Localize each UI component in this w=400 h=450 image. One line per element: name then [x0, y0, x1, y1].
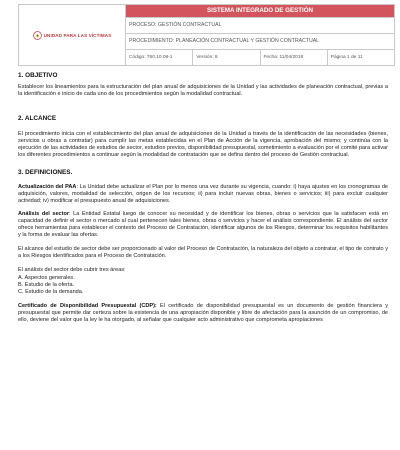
document-body	[18, 70, 388, 324]
areas-intro: El análisis del sector debe cubrir tres áreas:	[18, 267, 126, 274]
definition-paa-term: Actualización del PAA	[18, 183, 77, 190]
section-title-definiciones: 3. DEFINICIONES.	[18, 168, 73, 176]
system-title: SISTEMA INTEGRADO DE GESTIÓN	[126, 5, 395, 18]
alcance-text: El procedimiento inicia con el establecimiento del plan anual de adquisiciones de la Unidad a través de la identificación de las necesidades (bienes, servicios u obras a contratar) para cumplir las metas establecidas en el Plan de Acción de la vigencia, aprobación del mismo; y continúa con la ejecución de las actividades de estudios de sector, estudios previos, disponibilidad presupuestal, sometimiento a evaluación por el comité para activar los diferentes procedimientos a continuar según la modalidad de contratación que se defina dentro del proceso de Gestión contractual.	[18, 131, 388, 159]
definition-sector-text: : La Entidad Estatal luego de conocer su necesidad y de identificar los bienes, obras o servicios que la satisfacen está en capacidad de definir el sector o mercado al cual pertenecen tales bienes, obras o servicios y hacer el análisis correspondiente. El análisis del sector ofrece herramientas para establecer el contexto del Proceso de Contratación, identificar algunos de los Riesgos, determinar los requisitos habilitantes y la forma de evaluar las ofertas.	[18, 210, 388, 239]
objetivo-text: Establecer los lineamientos para la estructuración del plan anual de adquisiciones de la Unidad y las actividades de planeación contractual, previas a la identificación e inicio de cada uno de los procedimientos según la modalidad contractual.	[18, 84, 388, 98]
definition-paa	[18, 184, 388, 205]
area-item-c: C. Estudio de la demanda.	[18, 288, 84, 295]
section-title-alcance: 2. ALCANCE	[18, 115, 57, 123]
definition-sector-term: Análisis del sector	[18, 210, 70, 217]
procedure-label: PROCEDIMIENTO: PLANEACIÓN CONTRACTUAL Y GESTIÓN CONTRACTUAL	[126, 33, 395, 49]
version-label: Versión: 8	[193, 49, 260, 65]
logo-text: UNIDAD PARA LAS VÍCTIMAS	[43, 32, 112, 38]
section-title-objetivo: 1. OBJETIVO	[18, 72, 58, 79]
code-label: Código: 760.10.08-1	[126, 49, 193, 65]
definition-cdp-term: Certificado de Disponibilidad Presupuestal (CDP):	[18, 302, 157, 309]
definition-cdp-text: El certificado de disponibilidad presupuestal es un documento de gestión financiera y presupuestal que permite dar certeza sobre la existencia de una apropiación disponible y libre de afectación para la asunción de un compromiso, de ello, deviene del valor que la ley le ha otorgado, al señalar que cualquier acto administrativo que comprometa apropiaciones	[18, 302, 388, 323]
page-number: Página 1 de 11	[327, 49, 394, 65]
definition-cdp	[18, 303, 388, 324]
area-item-a: A. Aspectos generales.	[18, 274, 75, 281]
date-label: Fecha: 11/04/2018	[260, 49, 327, 65]
process-label: PROCESO: GESTIÓN CONTRACTUAL	[126, 17, 395, 33]
definition-sector	[18, 211, 388, 239]
definition-paa-text: : La Unidad debe actualizar el Plan por lo menos una vez durante su vigencia, cuando: i) haya ajustes en los cronogramas de adquisición, valores, modalidad de selección, origen de los recursos; ii) para incluir nuevas obras, bienes o servicios; iii) para excluir cualquier actividad; iv) modificar el presupuesto anual de adquisiciones.	[18, 183, 388, 204]
unit-logo-icon	[33, 31, 42, 40]
logo	[22, 31, 122, 40]
document-header	[18, 4, 395, 66]
sector-scope-text: El alcance del estudio de sector debe ser proporcionado al valor del Proceso de Contratación, la naturaleza del objeto a contratar, el tipo de contrato y a los Riesgos identificados para el Proceso de Contratación.	[18, 246, 388, 260]
logo-cell	[19, 5, 126, 66]
area-item-b: B. Estudio de la oferta.	[18, 281, 75, 288]
